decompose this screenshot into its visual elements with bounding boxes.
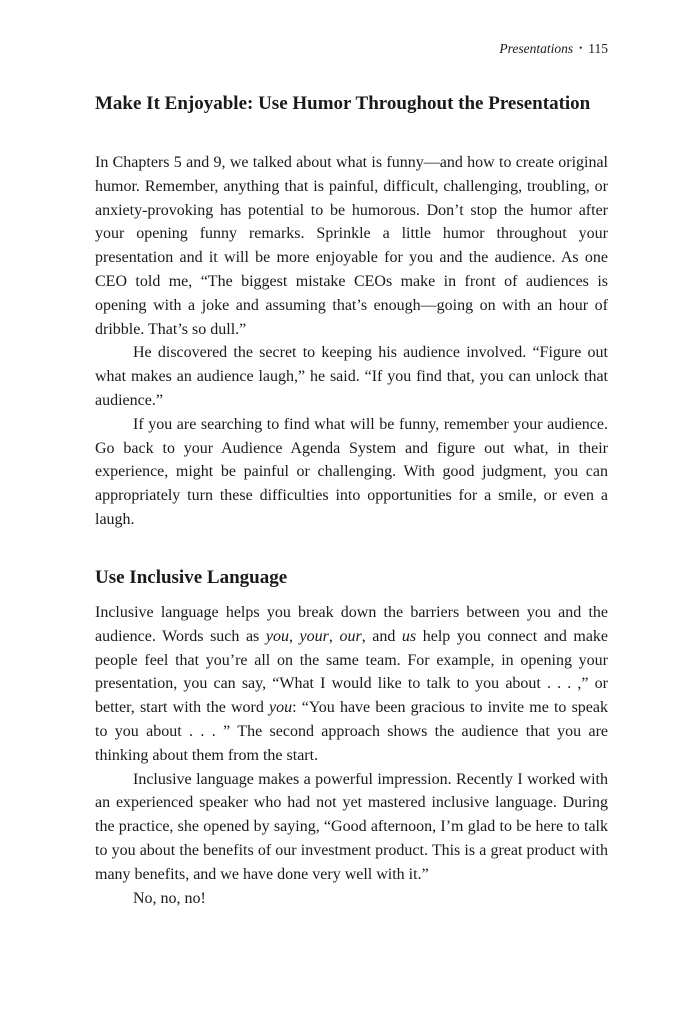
- text-run: ,: [328, 627, 340, 645]
- section-heading-humor: Make It Enjoyable: Use Humor Throughout the Presentation: [95, 93, 591, 114]
- paragraph: If you are searching to find what will be funny, remember your audience. Go back to your Audience Agenda System and figure out what, in their experience, might be painful or challenging. With good judgment, you can appropriately turn these difficulties into opportunities for a smile, or even a laugh.: [95, 415, 608, 528]
- section-inclusive-body: [95, 601, 608, 910]
- paragraph: In Chapters 5 and 9, we talked about what is funny—and how to create original humor. Remember, anything that is painful, difficult, challenging, troubling, or anxiety-provoking has potential to be humorous. Don’t stop the humor after your opening funny remarks. Sprinkle a little humor throughout your presentation and it will be more enjoyable for you and the audience. As one CEO told me, “The biggest mistake CEOs make in front of audiences is opening with a joke and assuming that’s enough—going on with an hour of dribble. That’s so dull.”: [95, 154, 608, 338]
- emphasis-you-word: you: [269, 699, 293, 717]
- running-header: [499, 41, 608, 57]
- paragraph: Inclusive language makes a powerful impression. Recently I worked with an experienced speaker who had not yet mastered inclusive language. During the practice, she opened by saying, “Good afternoon, I’m glad to be here to talk to you about the benefits of our investment product. This is a great product with many benefits, and we have done very well with it.”: [95, 770, 608, 883]
- section-humor-body: [95, 151, 608, 532]
- text-run: help you connect and make people feel that you’re all on the same team. For example, in opening your presentation, you can say, “What I would like to talk to you about . . . ,” or better, start with the word: [95, 627, 609, 717]
- page-number: 115: [588, 41, 608, 56]
- paragraph: [95, 601, 608, 768]
- paragraph: He discovered the secret to keeping his audience involved. “Figure out what makes an audience laugh,” he said. “If you find that, you can unlock that audience.”: [95, 344, 608, 409]
- text-run: , and: [361, 627, 402, 645]
- header-separator: •: [579, 43, 583, 53]
- text-run: Inclusive language helps you break down the barriers between you and the audience. Words such as: [95, 604, 608, 645]
- paragraph: No, no, no!: [133, 889, 206, 907]
- text-run: : “You have been gracious to invite me to speak to you about . . . ” The second approach shows the audience that you are thinking about them from the start.: [95, 699, 608, 764]
- section-heading-inclusive: Use Inclusive Language: [95, 567, 288, 588]
- running-title: Presentations: [499, 41, 574, 56]
- emphasis-your: your: [299, 627, 329, 645]
- emphasis-us: us: [401, 627, 417, 645]
- text-run: ,: [288, 627, 300, 645]
- emphasis-our: our: [339, 627, 362, 645]
- emphasis-you: you: [265, 627, 289, 645]
